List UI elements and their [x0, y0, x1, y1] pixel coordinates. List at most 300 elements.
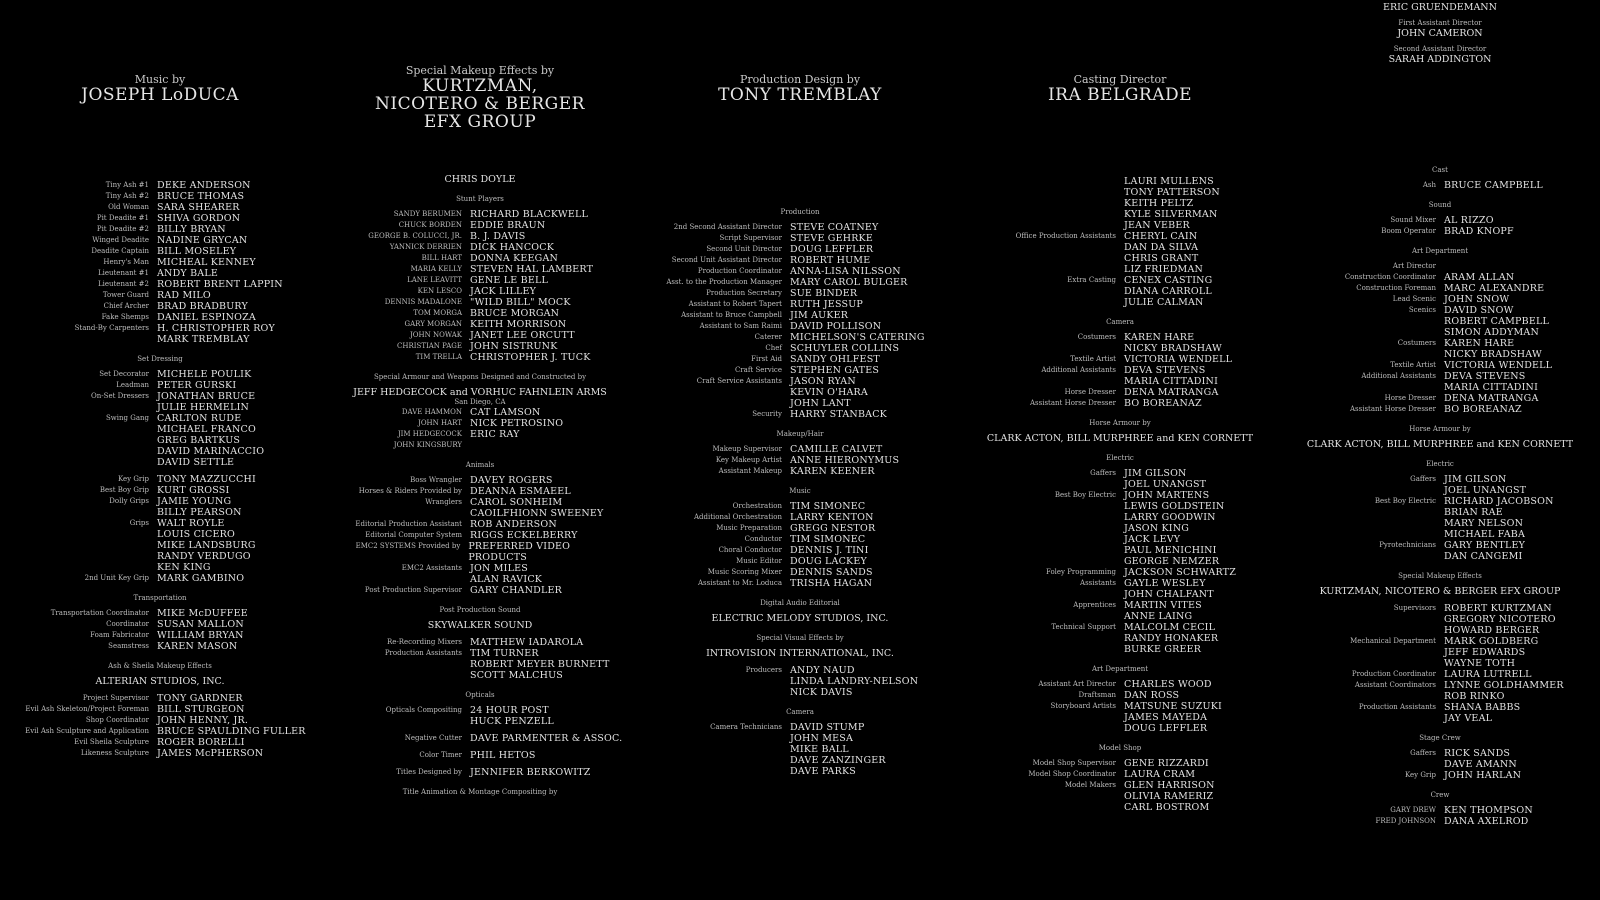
credit-role — [1280, 316, 1444, 327]
credit-row — [970, 589, 1270, 600]
credit-role: JOHN KINGSBURY — [393, 441, 462, 449]
credit-row — [970, 220, 1270, 231]
credit-role — [970, 512, 1124, 523]
credit-name: DAVID POLLISON — [790, 321, 882, 332]
credit-row — [0, 573, 320, 584]
credit-name: ROBERT CAMPBELL — [1444, 316, 1549, 327]
credit-row — [970, 690, 1270, 701]
credit-role: Chief Archer — [103, 302, 149, 310]
credit-row — [1280, 647, 1600, 658]
credit-name: PHIL HETOS — [470, 750, 536, 761]
credit-role: Costumers — [1397, 339, 1436, 347]
credit-name: JENNIFER BERKOWITZ — [470, 767, 591, 778]
credit-row — [970, 758, 1270, 769]
credit-role: Sound Mixer — [1390, 216, 1436, 224]
credit-row — [330, 242, 630, 253]
credit-name: TONY PATTERSON — [1124, 187, 1220, 198]
credit-row — [970, 365, 1270, 376]
credit-name: KEN THOMPSON — [1444, 805, 1533, 816]
credits-top — [1280, 2, 1600, 65]
credit-row — [640, 523, 960, 534]
credit-role: JOHN NOWAK — [410, 331, 462, 339]
credit-row — [970, 286, 1270, 297]
credit-role — [970, 556, 1124, 567]
credit-role: Orchestration — [732, 502, 782, 510]
credit-role — [1280, 507, 1444, 518]
credit-role: Horses & Riders Provided by — [358, 487, 462, 495]
credit-role — [970, 209, 1124, 220]
credit-name: JOHN LANT — [790, 398, 851, 409]
credit-name-centered: JEFF HEDGECOCK and VORHUC FAHNLEIN ARMS — [353, 387, 607, 398]
credit-row — [0, 290, 320, 301]
credit-row — [640, 755, 960, 766]
credit-row — [330, 253, 630, 264]
credit-role: Caterer — [754, 333, 782, 341]
credit-row — [640, 466, 960, 477]
credit-role: Dolly Grips — [109, 497, 149, 505]
credit-row — [640, 387, 960, 398]
credit-role: Music Scoring Mixer — [707, 568, 782, 576]
credit-name: BRAD KNOPF — [1444, 226, 1514, 237]
credit-role: Choral Conductor — [718, 546, 782, 554]
credit-role: Seamstress — [108, 642, 149, 650]
credit-role: Textile Artist — [1390, 361, 1436, 369]
credit-role: Fake Shemps — [101, 313, 149, 321]
credit-role: TOM MORGA — [413, 309, 462, 317]
credit-name: TONY MAZZUCCHI — [157, 474, 256, 485]
credit-role — [640, 387, 790, 398]
credit-row — [970, 387, 1270, 398]
credit-row — [330, 750, 630, 761]
credit-role: On-Set Dressers — [91, 392, 149, 400]
credit-row — [330, 341, 630, 352]
credit-role: Tiny Ash #2 — [105, 192, 149, 200]
credit-role: CHUCK BORDEN — [398, 221, 462, 229]
credit-row — [330, 308, 630, 319]
credit-row — [1280, 485, 1600, 496]
credit-row — [1280, 551, 1600, 562]
credit-row — [970, 501, 1270, 512]
credit-name-centered: ERIC GRUENDEMANN — [1383, 2, 1497, 13]
credit-role: Deadite Captain — [91, 247, 149, 255]
credit-row — [1280, 713, 1600, 724]
credit-name: MARTIN VITES — [1124, 600, 1202, 611]
credit-row — [1280, 816, 1600, 827]
credit-row — [0, 748, 320, 759]
credit-row — [330, 220, 630, 231]
credit-name: KEITH MORRISON — [470, 319, 567, 330]
credit-role: Leadman — [116, 381, 149, 389]
credit-name: DENA MATRANGA — [1444, 393, 1539, 404]
credit-role: Second Unit Director — [706, 245, 782, 253]
credit-name: LINDA LANDRY-NELSON — [790, 676, 919, 687]
credit-role-centered: First Assistant Director — [1398, 19, 1482, 27]
credit-role — [640, 755, 790, 766]
credit-name: BRUCE MORGAN — [470, 308, 560, 319]
credit-role: Coordinator — [106, 620, 149, 628]
credit-row — [0, 257, 320, 268]
credit-name: SANDY OHLFEST — [790, 354, 880, 365]
credit-row — [0, 704, 320, 715]
section-heading: Art Department — [1091, 665, 1149, 673]
credit-name: DICK HANCOCK — [470, 242, 555, 253]
credits-list — [970, 176, 1270, 813]
credit-role: Art Director — [1392, 262, 1436, 270]
credit-row — [330, 508, 630, 519]
credit-row — [640, 567, 960, 578]
credit-row — [330, 429, 630, 440]
credit-row — [640, 288, 960, 299]
header-role: Music by — [134, 73, 186, 86]
credit-role: Assistant to Robert Tapert — [688, 300, 782, 308]
credit-name: CARLTON RUDE — [157, 413, 242, 424]
section-heading: Horse Armour by — [1409, 425, 1471, 433]
credit-name: JOEL UNANGST — [1124, 479, 1207, 490]
credit-name: LARRY KENTON — [790, 512, 874, 523]
section-heading: Music — [789, 487, 811, 495]
credit-row — [330, 541, 630, 563]
credit-name: STEPHEN GATES — [790, 365, 880, 376]
credit-name: EDDIE BRAUN — [470, 220, 546, 231]
credit-role: Color Timer — [419, 751, 462, 759]
credit-row — [1280, 507, 1600, 518]
credit-row — [330, 418, 630, 429]
credit-name: KURT GROSSI — [157, 485, 230, 496]
credit-name: LAURA CRAM — [1124, 769, 1196, 780]
credit-role — [970, 297, 1124, 308]
credit-row — [0, 435, 320, 446]
credit-role: Additional Assistants — [1361, 372, 1436, 380]
credit-role: Key Grip — [117, 475, 149, 483]
credit-name: B. J. DAVIS — [470, 231, 526, 242]
credit-row — [640, 545, 960, 556]
credit-row — [0, 507, 320, 518]
credit-row — [1280, 360, 1600, 371]
credit-name: DAVID MARINACCIO — [157, 446, 265, 457]
section-heading: Special Makeup Effects — [1398, 572, 1482, 580]
credit-role — [0, 551, 157, 562]
credits-list — [1280, 156, 1600, 827]
credit-role — [970, 712, 1124, 723]
credit-role — [970, 534, 1124, 545]
credit-name: HOWARD BERGER — [1444, 625, 1540, 636]
credit-role — [1280, 518, 1444, 529]
credit-role: GEORGE B. COLUCCI, JR. — [368, 232, 462, 240]
credit-name: JOHN CHALFANT — [1124, 589, 1214, 600]
credit-role: Pit Deadite #1 — [96, 214, 149, 222]
credit-name: JASON RYAN — [790, 376, 856, 387]
credit-name: CHERYL CAIN — [1124, 231, 1198, 242]
credit-row — [640, 310, 960, 321]
credit-name: AL RIZZO — [1444, 215, 1494, 226]
credit-role: Production Secretary — [706, 289, 782, 297]
credit-name: HUCK PENZELL — [470, 716, 554, 727]
credit-role: Old Woman — [108, 203, 149, 211]
credit-role — [1280, 349, 1444, 360]
credit-role — [970, 187, 1124, 198]
section-heading: Electric — [1426, 460, 1454, 468]
credit-row — [970, 187, 1270, 198]
credit-name: ANNE LAING — [1124, 611, 1193, 622]
credit-name: GLEN HARRISON — [1124, 780, 1215, 791]
credit-row — [0, 180, 320, 191]
credit-role: Evil Sheila Sculpture — [74, 738, 149, 746]
credit-name: CAT LAMSON — [470, 407, 541, 418]
credit-row — [1280, 636, 1600, 647]
credit-row — [330, 231, 630, 242]
credit-row — [0, 202, 320, 213]
credit-name-centered: INTROVISION INTERNATIONAL, INC. — [706, 648, 894, 659]
credit-role: Production Coordinator — [1351, 670, 1436, 678]
credit-row — [970, 231, 1270, 242]
credit-name: RICHARD JACOBSON — [1444, 496, 1554, 507]
section-heading: Production — [780, 208, 820, 216]
credit-name: SIMON ADDYMAN — [1444, 327, 1539, 338]
credit-row — [1280, 603, 1600, 614]
credit-name: JOHN SNOW — [1444, 294, 1510, 305]
credit-role — [970, 242, 1124, 253]
credit-role: YANNICK DERRIEN — [389, 243, 462, 251]
credit-role — [0, 562, 157, 573]
credit-role — [1280, 551, 1444, 562]
credit-role: Titles Designed by — [396, 768, 462, 776]
credit-name: GENE LE BELL — [470, 275, 548, 286]
credit-name: DAVID STUMP — [790, 722, 865, 733]
section-heading: Animals — [465, 461, 495, 469]
credit-role — [970, 501, 1124, 512]
credit-row — [330, 275, 630, 286]
credit-row — [970, 376, 1270, 387]
credit-row — [0, 693, 320, 704]
column-header — [0, 73, 320, 104]
credit-role: Boom Operator — [1381, 227, 1436, 235]
credit-row — [1280, 226, 1600, 237]
credit-row — [970, 802, 1270, 813]
credit-name: JANET LEE ORCUTT — [470, 330, 575, 341]
credit-role — [640, 733, 790, 744]
credit-role — [330, 508, 470, 519]
credit-row — [640, 233, 960, 244]
credit-name-centered: ELECTRIC MELODY STUDIOS, INC. — [711, 613, 889, 624]
credit-role: Stand-By Carpenters — [74, 324, 149, 332]
section-heading: Horse Armour by — [1089, 419, 1151, 427]
credit-role: Mechanical Department — [1350, 637, 1436, 645]
credit-role: Apprentices — [1073, 601, 1116, 609]
section-heading: Electric — [1106, 454, 1134, 462]
credit-role: Ash — [1422, 181, 1436, 189]
credit-role: Foam Fabricator — [90, 631, 149, 639]
section-heading: Stunt Players — [456, 195, 504, 203]
credit-row — [640, 578, 960, 589]
credit-role: Winged Deadite — [92, 236, 149, 244]
credit-row — [640, 409, 960, 420]
credit-name: JONATHAN BRUCE — [157, 391, 256, 402]
credit-role: Technical Support — [1051, 623, 1116, 631]
section-heading: Opticals — [465, 691, 495, 699]
section-heading: Special Armour and Weapons Designed and Constructed by — [373, 373, 587, 381]
credit-row — [970, 242, 1270, 253]
credit-role — [1280, 647, 1444, 658]
credit-name: ROGER BORELLI — [157, 737, 245, 748]
credits-column-5 — [1280, 0, 1600, 900]
credit-role — [1280, 713, 1444, 724]
credit-role: Gaffers — [1410, 475, 1436, 483]
credit-row — [1280, 338, 1600, 349]
credit-row — [640, 744, 960, 755]
credit-role: Textile Artist — [1070, 355, 1116, 363]
credit-row — [970, 611, 1270, 622]
credit-row — [1280, 614, 1600, 625]
credit-role — [1280, 327, 1444, 338]
credit-row — [0, 413, 320, 424]
credit-role — [1280, 658, 1444, 669]
credit-row — [1280, 669, 1600, 680]
credit-role — [0, 424, 157, 435]
credit-role: Music Preparation — [716, 524, 782, 532]
credit-role: Best Boy Grip — [99, 486, 149, 494]
credit-role: GARY DREW — [1390, 806, 1436, 814]
credit-role — [330, 574, 470, 585]
credit-role — [640, 687, 790, 698]
credit-row — [330, 264, 630, 275]
credit-name: BO BOREANAZ — [1124, 398, 1202, 409]
credit-role: Assistant Coordinators — [1354, 681, 1436, 689]
credit-role — [0, 540, 157, 551]
credit-name: GARY CHANDLER — [470, 585, 562, 596]
credit-name: MATSUNE SUZUKI — [1124, 701, 1222, 712]
credit-role — [970, 343, 1124, 354]
credit-row — [640, 244, 960, 255]
credit-row — [1280, 748, 1600, 759]
credit-row — [640, 722, 960, 733]
credit-role: Extra Casting — [1067, 276, 1116, 284]
credit-name: JOHN HENNY, JR. — [157, 715, 249, 726]
credit-row — [1280, 283, 1600, 294]
credit-role: Craft Service — [734, 366, 782, 374]
credit-name: LEWIS GOLDSTEIN — [1124, 501, 1225, 512]
credit-role: MARIA KELLY — [410, 265, 462, 273]
credit-role: JOHN HART — [418, 419, 462, 427]
credit-row — [1280, 327, 1600, 338]
credit-row — [1280, 272, 1600, 283]
credit-name: DOUG LEFFLER — [1124, 723, 1208, 734]
credit-role: Production Coordinator — [697, 267, 782, 275]
header-role: Special Makeup Effects by — [405, 64, 555, 77]
credit-row — [1280, 540, 1600, 551]
credit-row — [0, 496, 320, 507]
credit-role — [330, 716, 470, 727]
credit-row — [970, 275, 1270, 286]
credit-name: KAREN MASON — [157, 641, 238, 652]
credit-row — [970, 490, 1270, 501]
credit-row — [0, 630, 320, 641]
credit-name: TIM SIMONEC — [790, 534, 866, 545]
credit-name: OLIVIA RAMERIZ — [1124, 791, 1214, 802]
credit-role — [640, 676, 790, 687]
credit-role: 2nd Second Assistant Director — [673, 223, 782, 231]
header-role: Production Design by — [739, 73, 861, 86]
credit-name: CAOILFHIONN SWEENEY — [470, 508, 604, 519]
credit-role — [0, 435, 157, 446]
credit-role: Post Production Supervisor — [364, 586, 462, 594]
credit-role: Office Production Assistants — [1015, 232, 1116, 240]
column-header — [640, 73, 960, 104]
credit-role — [0, 507, 157, 518]
credit-role: Script Supervisor — [719, 234, 782, 242]
credit-role: Tiny Ash #1 — [105, 181, 149, 189]
credit-name: DOUG LACKEY — [790, 556, 867, 567]
credit-row — [970, 791, 1270, 802]
credit-row — [970, 723, 1270, 734]
credit-row — [0, 457, 320, 468]
credit-name: MICHAEL FABA — [1444, 529, 1526, 540]
credit-name: DANA AXELROD — [1444, 816, 1529, 827]
credit-role: KEN LESCO — [417, 287, 462, 295]
credit-name: MARC ALEXANDRE — [1444, 283, 1545, 294]
credit-row — [330, 637, 630, 648]
credit-name: GAYLE WESLEY — [1124, 578, 1206, 589]
credit-role: Wranglers — [425, 498, 462, 506]
credit-role: Storyboard Artists — [1050, 702, 1116, 710]
credit-row — [330, 440, 630, 451]
credit-row — [0, 334, 320, 345]
credit-role: DAVE HAMMON — [401, 408, 462, 416]
header-name: KURTZMAN, NICOTERO & BERGER EFX GROUP — [375, 76, 585, 132]
credit-name: MICHELSON'S CATERING — [790, 332, 925, 343]
credit-row — [970, 780, 1270, 791]
credit-role: Assistant Horse Dresser — [1349, 405, 1436, 413]
credit-row — [640, 444, 960, 455]
credit-role: Evil Ash Skeleton/Project Foreman — [25, 705, 149, 713]
credit-row — [1280, 691, 1600, 702]
credit-role: Second Unit Assistant Director — [671, 256, 782, 264]
credit-row — [0, 279, 320, 290]
credit-name: JEAN VEBER — [1124, 220, 1190, 231]
credit-row — [1280, 625, 1600, 636]
credit-role — [970, 791, 1124, 802]
credit-role: Editorial Computer System — [365, 531, 462, 539]
credit-name: GREGORY NICOTERO — [1444, 614, 1556, 625]
credit-role: DENNIS MADALONE — [384, 298, 462, 306]
credit-role — [970, 723, 1124, 734]
credit-row — [1280, 759, 1600, 770]
credit-row — [640, 343, 960, 354]
credits-column-2 — [330, 0, 630, 900]
credit-role: Model Makers — [1064, 781, 1116, 789]
credit-row — [970, 297, 1270, 308]
credit-role: Scenics — [1408, 306, 1436, 314]
credit-role-centered: Second Assistant Director — [1393, 45, 1487, 53]
credit-name: MICHAEL FRANCO — [157, 424, 256, 435]
credit-row — [330, 519, 630, 530]
credit-row — [970, 633, 1270, 644]
credit-row — [1280, 316, 1600, 327]
credit-role — [970, 253, 1124, 264]
credit-name: WILLIAM BRYAN — [157, 630, 244, 641]
credit-role: Music Editor — [736, 557, 782, 565]
credit-name: HARRY STANBACK — [790, 409, 887, 420]
credit-name: JAMES McPHERSON — [157, 748, 264, 759]
header-name: JOSEPH LoDUCA — [81, 85, 239, 105]
credit-row — [330, 563, 630, 574]
credit-row — [970, 567, 1270, 578]
credit-name: SUSAN MALLON — [157, 619, 244, 630]
credit-row — [0, 485, 320, 496]
credit-name: CENEX CASTING — [1124, 275, 1213, 286]
credit-name: WALT ROYLE — [157, 518, 225, 529]
credit-row — [640, 665, 960, 676]
credits-column-1 — [0, 0, 320, 900]
